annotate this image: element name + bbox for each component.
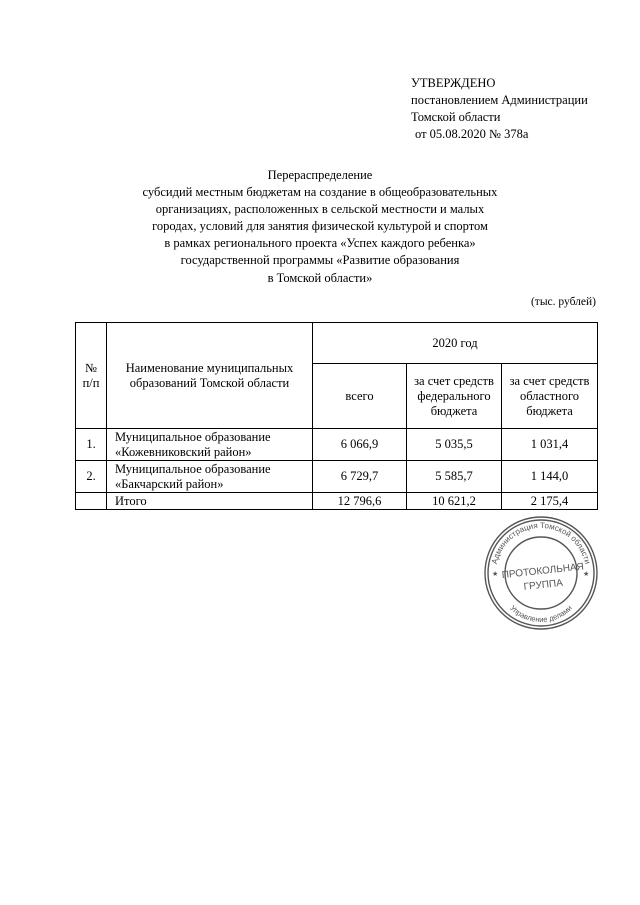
stamp-outer-text: Администрация Томской области <box>489 520 593 565</box>
header-name: Наименование муниципальных образований Томской области <box>107 323 313 429</box>
row-total: 6 066,9 <box>313 429 407 461</box>
header-regional: за счет средств областного бюджета <box>502 364 598 429</box>
row-total: 6 729,7 <box>313 461 407 493</box>
title-line: Перераспределение <box>267 168 373 182</box>
document-title <box>0 167 640 287</box>
svg-text:Администрация Томской области <box>490 521 592 565</box>
table-row <box>76 429 598 461</box>
row-name-line1: Муниципальное образование <box>115 461 271 476</box>
total-label: Итого <box>107 493 313 510</box>
row-federal: 5 035,5 <box>407 429 502 461</box>
row-regional: 1 144,0 <box>502 461 598 493</box>
approval-line-4: от 05.08.2020 № 378а <box>415 127 529 141</box>
row-name-line1: Муниципальное образование <box>115 429 271 444</box>
stamp-center-line1: ПРОТОКОЛЬНАЯ <box>501 561 585 582</box>
header-num: № п/п <box>76 323 107 429</box>
total-row <box>76 493 598 510</box>
row-name-line2: «Бакчарский район» <box>115 476 224 491</box>
stamp-bottom-text: Управление делами <box>508 603 574 625</box>
stamp-seal <box>482 514 600 632</box>
stamp-star-icon: ★ <box>492 570 499 578</box>
row-federal: 5 585,7 <box>407 461 502 493</box>
stamp-center-line2: ГРУППА <box>523 577 564 593</box>
title-line: в Томской области» <box>267 270 373 285</box>
total-regional: 2 175,4 <box>502 493 598 510</box>
title-line: организациях, расположенных в сельской местности и малых <box>155 202 485 217</box>
title-line: в рамках регионального проекта «Успех каждого ребенка» <box>164 236 476 251</box>
total-total: 12 796,6 <box>313 493 407 510</box>
title-line: субсидий местным бюджетам на создание в общеобразовательных <box>142 185 498 200</box>
total-num <box>76 493 107 510</box>
row-name <box>107 429 313 461</box>
title-line: государственной программы «Развитие образования <box>180 253 460 268</box>
subsidy-table <box>75 322 598 510</box>
row-num: 1. <box>76 429 107 461</box>
total-federal: 10 621,2 <box>407 493 502 510</box>
title-line: городах, условий для занятия физической культурой и спортом <box>152 219 488 234</box>
header-year: 2020 год <box>313 323 598 364</box>
header-federal: за счет средств федерального бюджета <box>407 364 502 429</box>
stamp-star-icon: ★ <box>583 570 590 578</box>
row-num: 2. <box>76 461 107 493</box>
row-name <box>107 461 313 493</box>
units-note: (тыс. рублей) <box>530 296 596 308</box>
approval-line-2: постановлением Администрации <box>411 93 588 107</box>
row-regional: 1 031,4 <box>502 429 598 461</box>
approval-line-3: Томской области <box>411 110 501 124</box>
row-name-line2: «Кожевниковский район» <box>115 444 252 459</box>
approval-heading: УТВЕРЖДЕНО <box>411 76 496 90</box>
approval-block <box>411 75 588 143</box>
table-row <box>76 461 598 493</box>
header-total: всего <box>313 364 407 429</box>
